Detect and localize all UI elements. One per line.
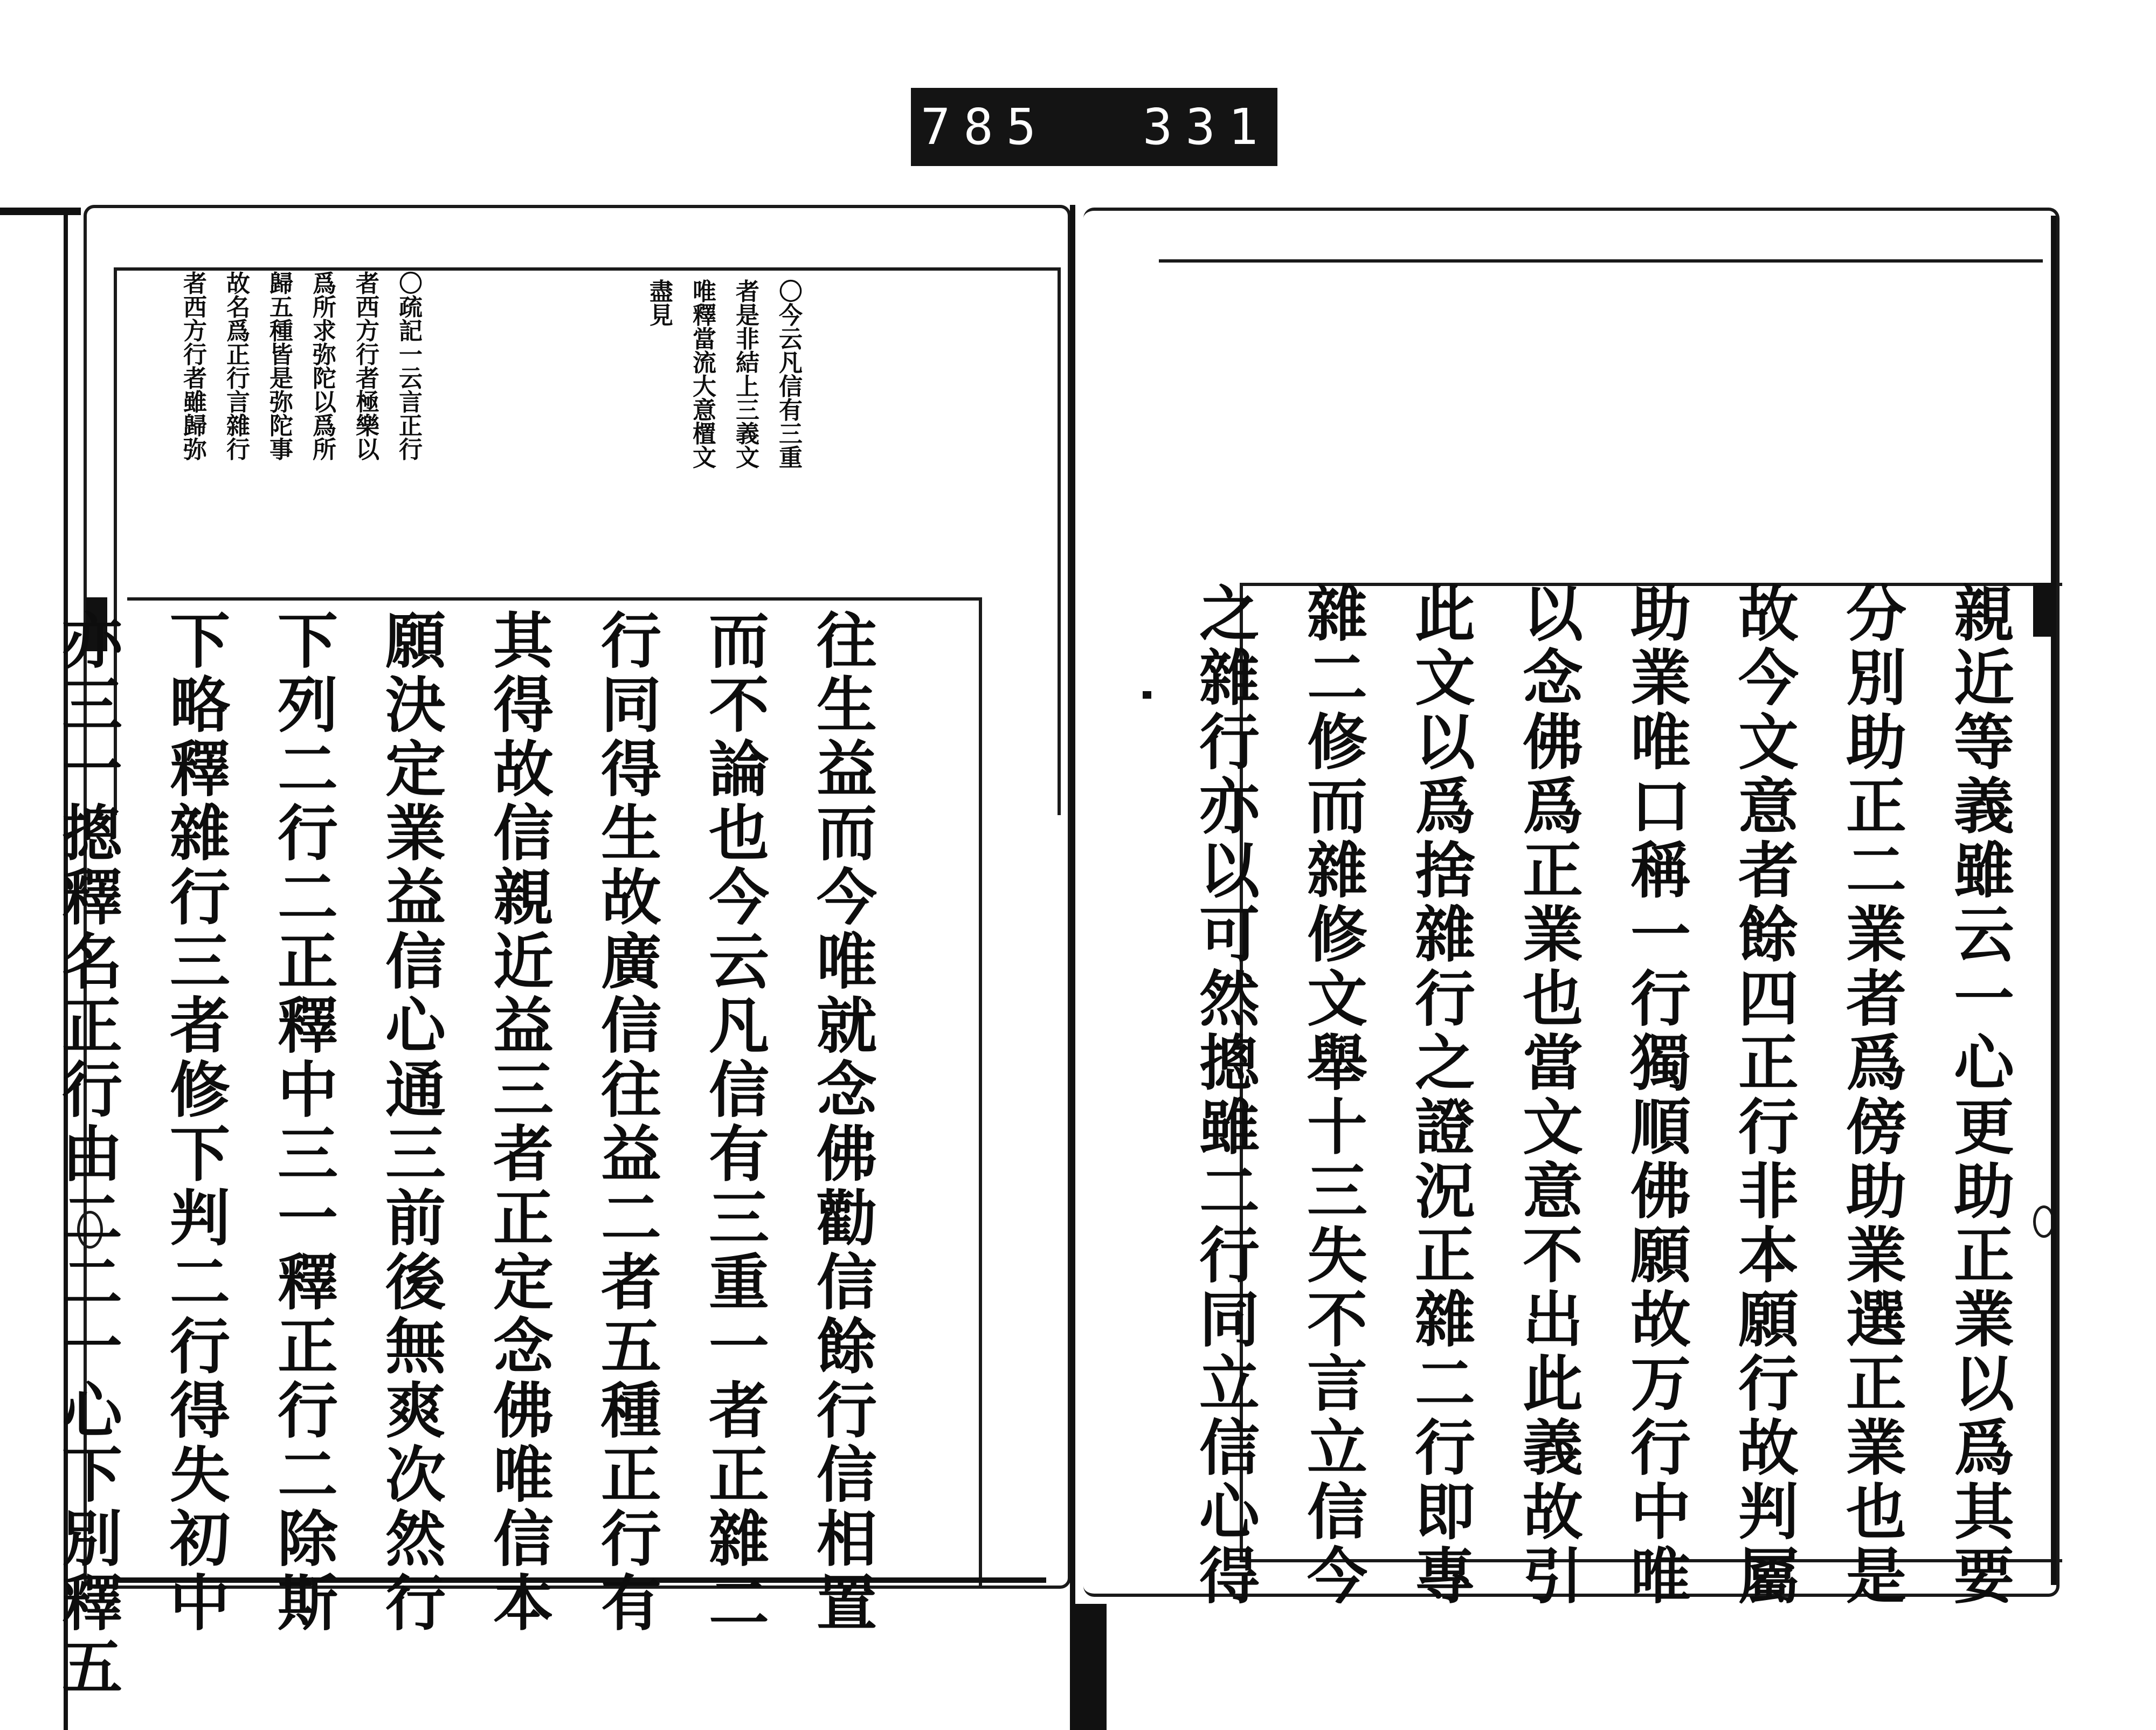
binding-clip <box>1072 1604 1107 1730</box>
binding-line <box>1070 205 1075 1730</box>
call-number-right: 331 <box>1143 98 1272 156</box>
stray-mark <box>1143 691 1151 699</box>
note-column: 盡 見 <box>649 278 673 329</box>
main-text-column: 下 列 二 行 二 正 釋 中 三 一 釋 正 行 二 除 斯 <box>278 606 338 1639</box>
note-column: 歸 五 種 皆 是 弥 陀 事 <box>270 270 293 464</box>
main-text-column: 而 不 論 也 今 云 凡 信 有 三 重 一 者 正 雜 二 <box>709 606 769 1639</box>
note-column: 者 西 方 行 者 極 樂 以 <box>356 270 379 464</box>
main-frame-bottom <box>114 1577 1046 1583</box>
main-text-column: 分 別 助 正 二 業 者 爲 傍 助 業 選 正 業 也 是 <box>1846 579 1906 1612</box>
left-edge-bar <box>0 208 81 215</box>
main-text-column: 之 雜 行 亦 以 可 然 摠 雖 二 行 同 立 信 心 得 <box>1199 579 1260 1612</box>
main-text-column: 助 業 唯 口 稱 一 行 獨 順 佛 願 故 万 行 中 唯 <box>1630 579 1691 1612</box>
right-header-rule <box>1159 259 2043 263</box>
main-text-column: 雜 二 修 而 雜 修 文 舉 十 三 失 不 言 立 信 今 <box>1307 579 1367 1612</box>
note-column: 唯 釋 當 流 大 意 㯰 文 <box>693 278 716 472</box>
note-column: 爲 所 求 弥 陀 以 爲 所 <box>313 270 336 464</box>
note-column: 〇 疏 記 一 云 言 正 行 <box>399 270 423 464</box>
main-text-column: 亦 三 一 摠 釋 名 正 行 由 二 二 一 心 下 別 釋 五 <box>62 606 122 1703</box>
call-number-label <box>911 88 1277 166</box>
main-text-column: 親 近 等 義 雖 云 一 心 更 助 正 業 以 爲 其 要 <box>1954 579 2014 1612</box>
main-text-column: 下 略 釋 雜 行 三 者 修 下 判 二 行 得 失 初 中 <box>170 606 230 1639</box>
main-text-column: 行 同 得 生 故 廣 信 往 益 二 者 五 種 正 行 有 <box>601 606 661 1639</box>
main-text-column: 其 得 故 信 親 近 益 三 者 正 定 念 佛 唯 信 本 <box>493 606 554 1639</box>
main-text-column: 願 決 定 業 益 信 心 通 三 前 後 無 爽 次 然 行 <box>385 606 446 1639</box>
note-column: 〇 今 云 凡 信 有 三 重 <box>779 278 803 472</box>
call-number-left: 785 <box>921 98 1049 156</box>
right-page-edge <box>2051 216 2056 1585</box>
note-column: 故 名 爲 正 行 言 雜 行 <box>226 270 250 464</box>
note-column: 者 是 非 結 上 三 義 文 <box>736 278 759 472</box>
main-text-column: 故 今 文 意 者 餘 四 正 行 非 本 願 行 故 判 屬 <box>1738 579 1799 1612</box>
main-text-column: 往 生 益 而 今 唯 就 念 佛 勸 信 餘 行 信 相 置 <box>817 606 877 1639</box>
main-text-column: 以 念 佛 爲 正 業 也 當 文 意 不 出 此 義 故 引 <box>1523 579 1583 1612</box>
main-text-column: 此 文 以 爲 捨 雜 行 之 證 況 正 雜 二 行 即 專 <box>1415 579 1475 1612</box>
note-column: 者 西 方 行 者 雖 歸 弥 <box>183 270 207 464</box>
